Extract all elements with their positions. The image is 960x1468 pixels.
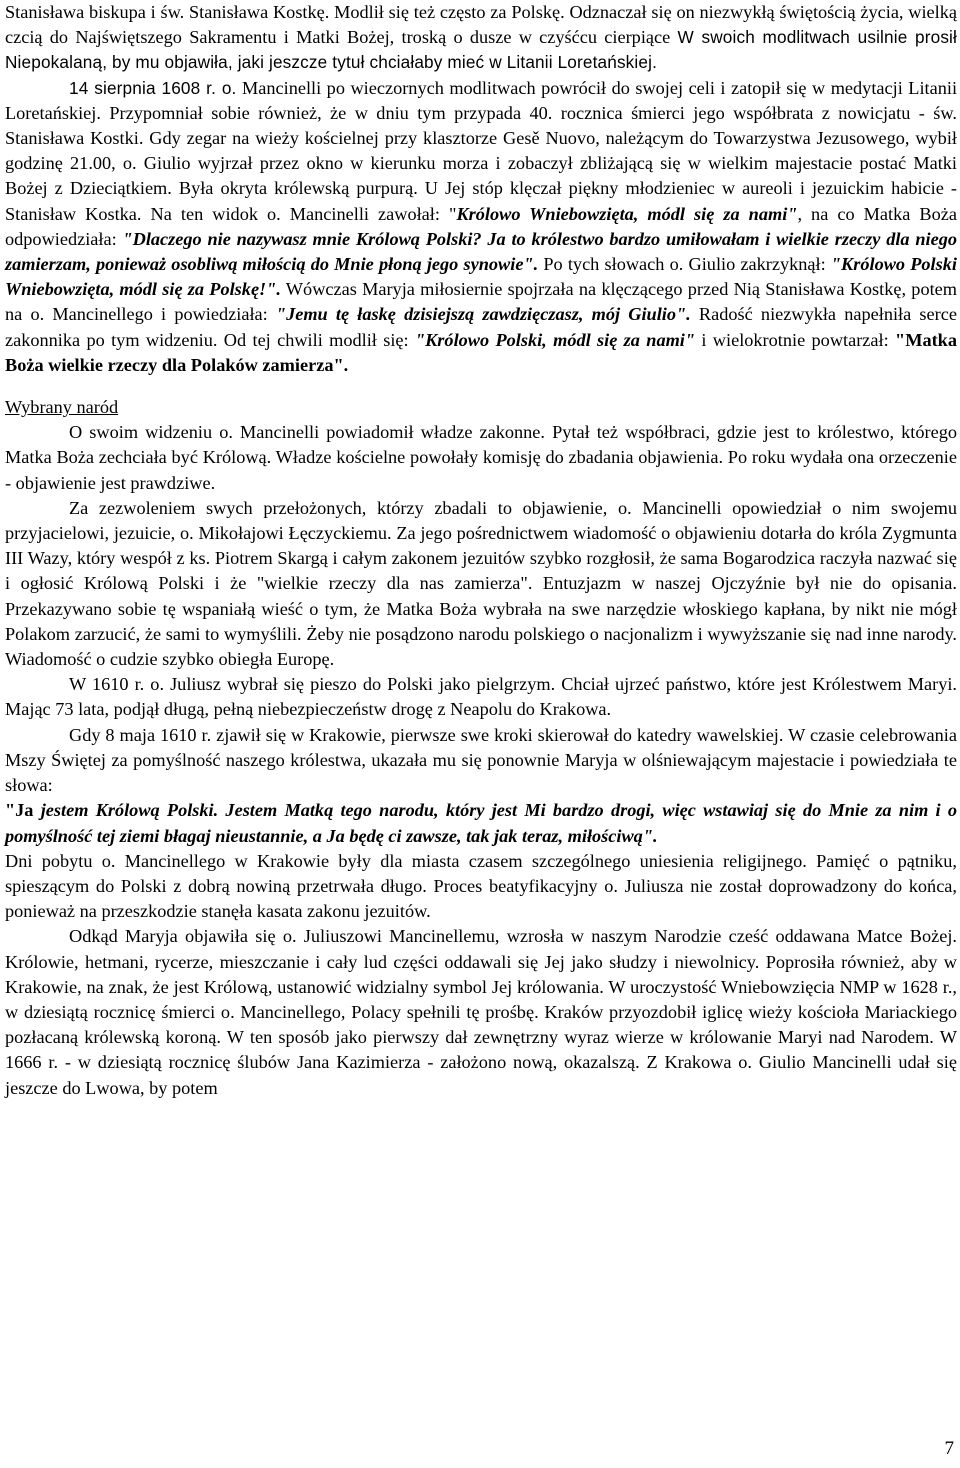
text-run: rocznica śmierci jego współbrata z nowicjatu - św. Stanisława Kostki. [5, 102, 958, 149]
text-run: "Ja [5, 800, 41, 821]
paragraph-a: O swoim widzeniu o. Mancinelli powiadomił władze zakonne. Pytał też współbraci, gdzie jest to królestwo, którego Matka Boża zechciała być Królową. Władze kościelne powołały komisję do zbadania objawienia. Po roku wydała ona orzeczenie - objawienie jest prawdziwe. [5, 422, 957, 493]
text-run: 14 sierpnia 1608 r. o. [69, 77, 237, 98]
quote-run: "Matka Boża wielkie rzeczy dla Polaków zamierza". [5, 329, 957, 375]
quote-run: "Jemu tę łaskę dzisiejszą zawdzięczasz, mój Giulio". [275, 304, 691, 325]
text-run: Gdy zegar na wieży kościelnej przy klasztorze Gesě Nuovo, należącym do Towarzystwa Jezusowego, wybił godzinę 21.00, o. Giulio wyjrzał przez okno w kierunku morza i zobaczył zbliżającą się w wielkim majestacie postać Matki Bożej z Dzieciątkiem. Była okryta królewską purpurą. U Jej stóp klęczał piękny młodzieniec w aureoli i jezuickim habicie - Stanisław Kostka. Na ten widok o. Mancinelli zawołał: " [5, 128, 957, 224]
paragraph-c: W 1610 r. o. Juliusz wybrał się pieszo do Polski jako pielgrzym. Chciał ujrzeć państwo, które jest Królestwem Maryi. Mając 73 lata, podjął długą, pełną niebezpieczeństw drogę z Neapolu do Krakowa. [5, 674, 957, 720]
text-run: W swoich modlitwach usilnie prosił Niepokalaną, by mu objawiła, jaki jeszcze tytuł chciałaby mieć w Litanii Loretańskiej. [5, 27, 957, 73]
text-run: Wówczas Maryja miłosiernie spojrzała na klęczącego przed Nią Stanisława Kostkę, potem na o. Mancinellego i powiedziała: [5, 279, 957, 325]
paragraph-f: Dni pobytu o. Mancinellego w Krakowie były dla miasta czasem szczególnego uniesienia religijnego. Pamięć o pątniku, spieszącym do Polski z dobrą nowiną przetrwała długo. Proces beatyfikacyjny o. Juliusza nie został doprowadzony do końca, ponieważ na przeszkodzie stanęła kasata zakonu jezuitów. [5, 850, 957, 922]
text-run: Radość niezwykła napełniła serce zakonnika po tym widzeniu. Od tej chwili modlił się: [5, 304, 957, 350]
page-number: 7 [944, 1438, 954, 1459]
quote-run: "Dlaczego nie nazywasz mnie Królową Polski? Ja to królestwo bardzo umiłowałam i wielkie rzeczy dla niego zamierzam, ponieważ osobliwą miłością do Mnie płoną jego synowie". [5, 228, 957, 275]
text-run: Odznaczał się on niezwykłą świętością życia, wielką czcią do Najświętszego Sakramentu i Matki Bożej, troską o dusze w czyśćcu cierpiące [5, 2, 958, 48]
paragraph-vision [5, 76, 957, 378]
paragraph-d: Gdy 8 maja 1610 r. zjawił się w Krakowie, pierwsze swe kroki skierował do katedry wawelskiej. W czasie celebrowania Mszy Świętej za pomyślność naszego królestwa, ukazała mu się ponownie Maryja w olśniewającym majestacie i powiedziała te słowa: [5, 724, 957, 796]
paragraph-intro [5, 0, 957, 76]
text-run: Mancinelli po wieczornych modlitwach powrócił do swojej celi i zatopił się w medytacji Litanii Loretańskiej. [5, 77, 958, 123]
paragraph-b: Za zezwoleniem swych przełożonych, którzy zbadali to objawienie, o. Mancinelli opowiedział o nim swojemu przyjacielowi, jezuicie, o. Mikołajowi Łęczyckiemu. Za jego pośrednictwem wiadomość o objawieniu dotarła do króla Zygmunta III Wazy, który wespół z ks. Piotrem Skargą i całym zakonem jezuitów szybko rozgłosił, że sama Bogarodzica raczyła nazwać się i ogłosić Królową Polski i że "wielkie rzeczy dla nas zamierza". Entuzjazm w naszej Ojczyźnie był nie do opisania. Przekazywano sobie tę wspaniałą wieść o tym, że Matka Boża wybrała na swe narzędzie włoskiego kapłana, by nikt nie mógł Polakom zarzucić, że sami to wymyślili. Żeby nie posądzono narodu polskiego o nacjonalizm i wywyższanie się nad inne narody. Wiadomość o cudzie szybko obiegła Europę. [5, 497, 957, 670]
quote-run: "Królowo Polski Wniebowzięta, módl się za Polskę!". [5, 254, 957, 300]
text-run: , na co Matka Boża odpowiedziała: [5, 203, 957, 249]
quote-run: jestem Królową Polski. Jestem Matką tego narodu, który jest Mi bardzo drogi, więc wstawiaj się do Mnie za nim i o pomyślność tej ziemi błagaj nieustannie, a Ja będę ci zawsze, tak jak teraz, miłościwą". [5, 800, 957, 846]
quote-run: Królowo Wniebowzięta, módl się za nami" [456, 203, 798, 224]
text-run: Po tych słowach o. Giulio zakrzyknął: [538, 254, 831, 275]
text-run: Stanisława biskupa i św. Stanisława Kostkę. Modlił się też często za Polskę. [5, 2, 565, 22]
document-page [5, 0, 957, 1101]
text-run: i wielokrotnie powtarzał: [695, 329, 896, 350]
paragraph-e [5, 798, 957, 848]
section-heading: Wybrany naród [5, 397, 119, 418]
paragraph-g: Odkąd Maryja objawiła się o. Juliuszowi Mancinellemu, wzrosła w naszym Narodzie cześć oddawana Matce Bożej. Królowie, hetmani, rycerze, mieszczanie i cały lud części oddawali się Jej jako słudzy i niewolnicy. Poprosiła również, aby w Krakowie, na znak, że jest Królową, ustanowić widzialny symbol Jej królowania. W uroczystość Wniebowzięcia NMP w 1628 r., w dziesiątą rocznicę śmierci o. Mancinellego, Polacy spełnili tę prośbę. Kraków przyozdobił iglicę wieży kościoła Mariackiego pozłacaną królewską koroną. W ten sposób jako pierwszy dał zewnętrzny wyraz wierze w królowanie Maryi nad Narodem. W 1666 r. - w dziesiątą rocznicę ślubów Jana Kazimierza - założono nową, okazalszą. Z Krakowa o. Giulio Mancinelli udał się jeszcze do Lwowa, by potem [5, 926, 957, 1098]
text-run: Przypomniał sobie również, że w dniu tym przypada 40. [109, 102, 553, 123]
quote-run: "Królowo Polski, módl się za nami" [414, 329, 696, 350]
